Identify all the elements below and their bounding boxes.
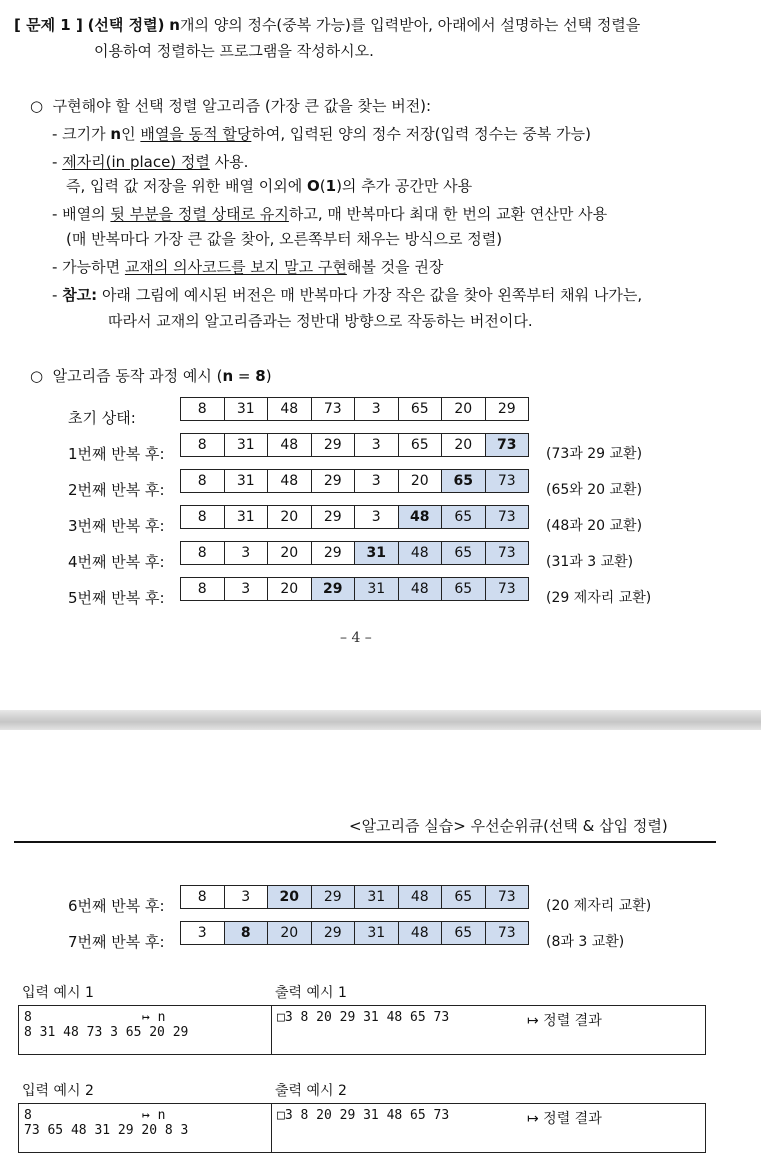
spec-item-h: 따라서 교재의 알고리즘과는 정반대 방향으로 작동하는 버전이다. <box>108 312 533 330</box>
page-header: <알고리즘 실습> 우선순위큐(선택 & 삽입 정렬) <box>349 817 668 835</box>
space-icon: □ <box>277 1010 285 1025</box>
array-cell: 29 <box>311 542 355 565</box>
problem-text-2: 이용하여 정렬하는 프로그램을 작성하시오. <box>94 42 374 60</box>
array-cell: 48 <box>398 578 442 601</box>
array-cell: 29 <box>485 398 529 421</box>
array-cell: 31 <box>355 542 399 565</box>
array-cell: 29 <box>311 506 355 529</box>
array-cell: 31 <box>224 434 268 457</box>
array-cell: 73 <box>485 542 529 565</box>
array-cell: 31 <box>224 398 268 421</box>
array-cell: 29 <box>311 434 355 457</box>
row-note: (73과 29 교환) <box>546 446 643 462</box>
row-note: (31과 3 교환) <box>546 554 634 570</box>
spec-item-c: 즉, 입력 값 저장을 위한 배열 이외에 O(1)의 추가 공간만 사용 <box>66 177 473 195</box>
spec-item-g: - 참고: 아래 그림에 예시된 버전은 매 반복마다 가장 작은 값을 찾아 왼쪽부터 채워 나가는, <box>52 286 643 304</box>
array-cell: 3 <box>355 434 399 457</box>
problem-topic: (선택 정렬) <box>87 16 165 34</box>
array-cell: 8 <box>181 506 225 529</box>
output-example-label: 출력 예시 2 <box>275 1083 347 1099</box>
spec-heading: ○ 구현해야 할 선택 정렬 알고리즘 (가장 큰 값을 찾는 버전): <box>30 97 432 115</box>
array-cell: 48 <box>268 398 312 421</box>
array-cell: 20 <box>268 886 312 909</box>
problem-text-1: 개의 양의 정수(중복 가능)를 입력받아, 아래에서 설명하는 선택 정렬을 <box>179 16 641 34</box>
array-cell: 8 <box>224 922 268 945</box>
array-cell: 8 <box>181 470 225 493</box>
array-cell: 20 <box>268 578 312 601</box>
array-cell: 3 <box>355 470 399 493</box>
array-row <box>180 577 529 601</box>
row-label: 4번째 반복 후: <box>68 553 165 571</box>
row-note: (65와 20 교환) <box>546 482 643 498</box>
array-cell: 29 <box>311 886 355 909</box>
arrow-icon: ↦ 정렬 결과 <box>527 1111 602 1127</box>
array-cell: 65 <box>442 886 486 909</box>
row-label: 5번째 반복 후: <box>68 589 165 607</box>
array-cell: 65 <box>442 470 486 493</box>
array-cell: 3 <box>181 922 225 945</box>
array-cell: 65 <box>442 542 486 565</box>
page-break <box>0 710 761 730</box>
array-cell: 31 <box>355 922 399 945</box>
array-cell: 48 <box>398 922 442 945</box>
space-icon: □ <box>277 1108 285 1123</box>
array-cell: 3 <box>355 398 399 421</box>
row-label: 1번째 반복 후: <box>68 445 165 463</box>
array-row <box>180 541 529 565</box>
row-label: 초기 상태: <box>68 409 136 427</box>
array-cell: 73 <box>485 922 529 945</box>
array-row <box>180 921 529 945</box>
array-cell: 8 <box>181 434 225 457</box>
input-box: 8 ↦ n 8 31 48 73 3 65 20 29 <box>19 1006 272 1055</box>
array-cell: 31 <box>224 470 268 493</box>
array-cell: 65 <box>398 434 442 457</box>
array-cell: 48 <box>268 434 312 457</box>
arrow-icon: ↦ n <box>142 1108 166 1123</box>
input-box: 8 ↦ n 73 65 48 31 29 20 8 3 <box>19 1104 272 1153</box>
array-cell: 29 <box>311 470 355 493</box>
array-row <box>180 469 529 493</box>
row-label: 2번째 반복 후: <box>68 481 165 499</box>
array-cell: 73 <box>311 398 355 421</box>
array-row <box>180 397 529 421</box>
array-cell: 3 <box>224 578 268 601</box>
n-symbol: n <box>169 16 180 34</box>
array-cell: 48 <box>268 470 312 493</box>
array-row <box>180 885 529 909</box>
row-note: (8과 3 교환) <box>546 934 625 950</box>
bullet-icon: ○ <box>30 97 44 115</box>
array-cell: 29 <box>311 922 355 945</box>
problem-label: [ 문제 1 ] <box>14 16 83 34</box>
array-cell: 65 <box>442 506 486 529</box>
arrow-icon: ↦ n <box>142 1010 166 1025</box>
spec-item-d: - 배열의 뒷 부분을 정렬 상태로 유지하고, 매 반복마다 최대 한 번의 교환 연산만 사용 <box>52 205 608 223</box>
array-cell: 31 <box>224 506 268 529</box>
array-cell: 8 <box>181 398 225 421</box>
array-cell: 73 <box>485 434 529 457</box>
header-rule <box>14 841 716 843</box>
row-label: 7번째 반복 후: <box>68 933 165 951</box>
array-cell: 3 <box>224 542 268 565</box>
array-cell: 48 <box>398 506 442 529</box>
array-row <box>180 505 529 529</box>
array-cell: 20 <box>268 542 312 565</box>
array-cell: 3 <box>355 506 399 529</box>
array-cell: 8 <box>181 578 225 601</box>
array-cell: 73 <box>485 578 529 601</box>
array-cell: 73 <box>485 506 529 529</box>
spec-item-e: (매 반복마다 가장 큰 값을 찾아, 오른쪽부터 채우는 방식으로 정렬) <box>66 230 503 248</box>
row-label: 3번째 반복 후: <box>68 517 165 535</box>
io-example-table <box>18 1005 706 1055</box>
input-example-label: 입력 예시 2 <box>22 1083 94 1099</box>
output-box: □3 8 20 29 31 48 65 73 ↦ 정렬 결과 <box>272 1006 706 1055</box>
row-note: (20 제자리 교환) <box>546 898 652 914</box>
output-example-label: 출력 예시 1 <box>275 985 347 1001</box>
array-cell: 20 <box>442 434 486 457</box>
arrow-icon: ↦ 정렬 결과 <box>527 1013 602 1029</box>
problem-title-line <box>14 14 640 35</box>
array-cell: 65 <box>442 922 486 945</box>
input-example-label: 입력 예시 1 <box>22 985 94 1001</box>
spec-item-a: - 크기가 n인 배열을 동적 할당하여, 입력된 양의 정수 저장(입력 정수는 중복 가능) <box>52 125 591 143</box>
output-box: □3 8 20 29 31 48 65 73 ↦ 정렬 결과 <box>272 1104 706 1153</box>
array-cell: 48 <box>398 542 442 565</box>
example-heading: ○ 알고리즘 동작 과정 예시 (n = 8) <box>30 367 272 385</box>
array-cell: 20 <box>398 470 442 493</box>
array-cell: 65 <box>442 578 486 601</box>
array-cell: 29 <box>311 578 355 601</box>
array-cell: 8 <box>181 542 225 565</box>
row-note: (48과 20 교환) <box>546 518 643 534</box>
array-cell: 65 <box>398 398 442 421</box>
array-cell: 20 <box>268 922 312 945</box>
array-cell: 73 <box>485 886 529 909</box>
row-label: 6번째 반복 후: <box>68 897 165 915</box>
array-cell: 31 <box>355 886 399 909</box>
spec-item-b: - 제자리(in place) 정렬 사용. <box>52 153 249 171</box>
array-cell: 20 <box>268 506 312 529</box>
row-note: (29 제자리 교환) <box>546 590 652 606</box>
io-example-table <box>18 1103 706 1153</box>
spec-item-f: - 가능하면 교재의 의사코드를 보지 말고 구현해볼 것을 권장 <box>52 258 444 276</box>
array-cell: 31 <box>355 578 399 601</box>
page-number: – 4 – <box>340 630 372 646</box>
array-cell: 3 <box>224 886 268 909</box>
array-cell: 8 <box>181 886 225 909</box>
array-cell: 73 <box>485 470 529 493</box>
array-row <box>180 433 529 457</box>
array-cell: 48 <box>398 886 442 909</box>
array-cell: 20 <box>442 398 486 421</box>
